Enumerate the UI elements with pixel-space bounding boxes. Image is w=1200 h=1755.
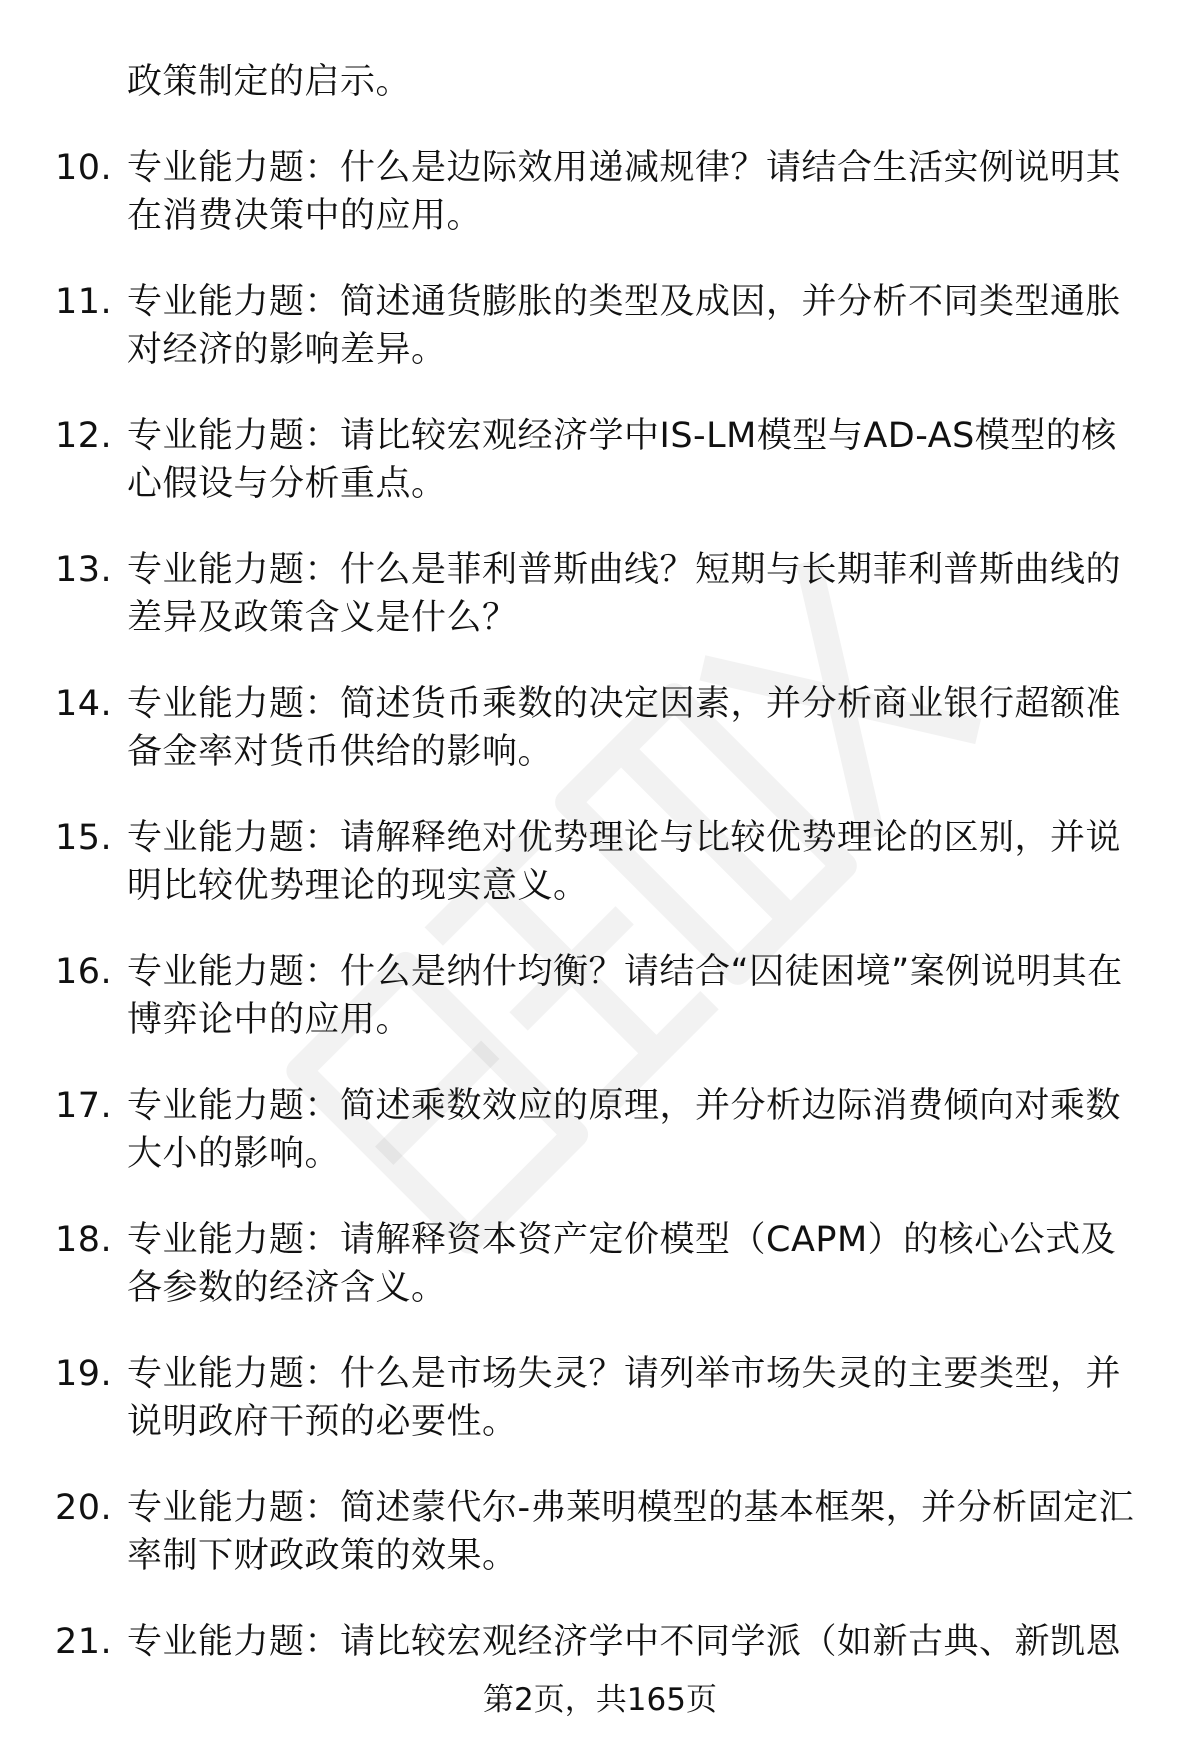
item-text: 专业能力题：什么是边际效用递减规律？请结合生活实例说明其在消费决策中的应用。 — [127, 148, 1122, 236]
item-number: 14. — [55, 684, 113, 724]
item-number: 19. — [55, 1354, 113, 1394]
list-item — [55, 1350, 1145, 1446]
question-list — [55, 58, 1145, 1704]
list-item — [55, 680, 1145, 776]
item-number: 13. — [55, 550, 113, 590]
list-item — [55, 1484, 1145, 1580]
item-text: 专业能力题：什么是市场失灵？请列举市场失灵的主要类型，并说明政府干预的必要性。 — [127, 1354, 1122, 1442]
list-item — [55, 278, 1145, 374]
continuation-text: 政策制定的启示。 — [127, 62, 412, 102]
item-text: 专业能力题：请比较宏观经济学中不同学派（如新古典、新凯恩 — [127, 1622, 1122, 1662]
item-text: 专业能力题：简述蒙代尔-弗莱明模型的基本框架，并分析固定汇率制下财政政策的效果。 — [127, 1488, 1135, 1576]
list-item — [55, 948, 1145, 1044]
item-text: 专业能力题：简述货币乘数的决定因素，并分析商业银行超额准备金率对货币供给的影响。 — [127, 684, 1122, 772]
item-number: 17. — [55, 1086, 113, 1126]
list-item — [55, 546, 1145, 642]
item-number: 10. — [55, 148, 113, 188]
item-number: 21. — [55, 1622, 113, 1662]
item-number: 11. — [55, 282, 113, 322]
list-item — [55, 144, 1145, 240]
item-text: 专业能力题：简述通货膨胀的类型及成因，并分析不同类型通胀对经济的影响差异。 — [127, 282, 1122, 370]
item-number: 12. — [55, 416, 113, 456]
list-item — [55, 1618, 1145, 1666]
list-item — [55, 1082, 1145, 1178]
item-number: 15. — [55, 818, 113, 858]
item-number: 16. — [55, 952, 113, 992]
item-text: 专业能力题：请解释资本资产定价模型（CAPM）的核心公式及各参数的经济含义。 — [127, 1220, 1117, 1308]
item-text: 专业能力题：什么是纳什均衡？请结合“囚徒困境”案例说明其在博弈论中的应用。 — [127, 952, 1123, 1040]
item-text: 专业能力题：请比较宏观经济学中IS-LM模型与AD-AS模型的核心假设与分析重点。 — [127, 416, 1117, 504]
item-number: 20. — [55, 1488, 113, 1528]
list-item — [55, 814, 1145, 910]
item-text: 专业能力题：简述乘数效应的原理，并分析边际消费倾向对乘数大小的影响。 — [127, 1086, 1122, 1174]
item-text: 专业能力题：什么是菲利普斯曲线？短期与长期菲利普斯曲线的差异及政策含义是什么？ — [127, 550, 1122, 638]
item-text: 专业能力题：请解释绝对优势理论与比较优势理论的区别，并说明比较优势理论的现实意义。 — [127, 818, 1122, 906]
page-footer: 第2页，共165页 — [483, 1682, 717, 1718]
list-item — [55, 412, 1145, 508]
list-item — [55, 1216, 1145, 1312]
item-number: 18. — [55, 1220, 113, 1260]
